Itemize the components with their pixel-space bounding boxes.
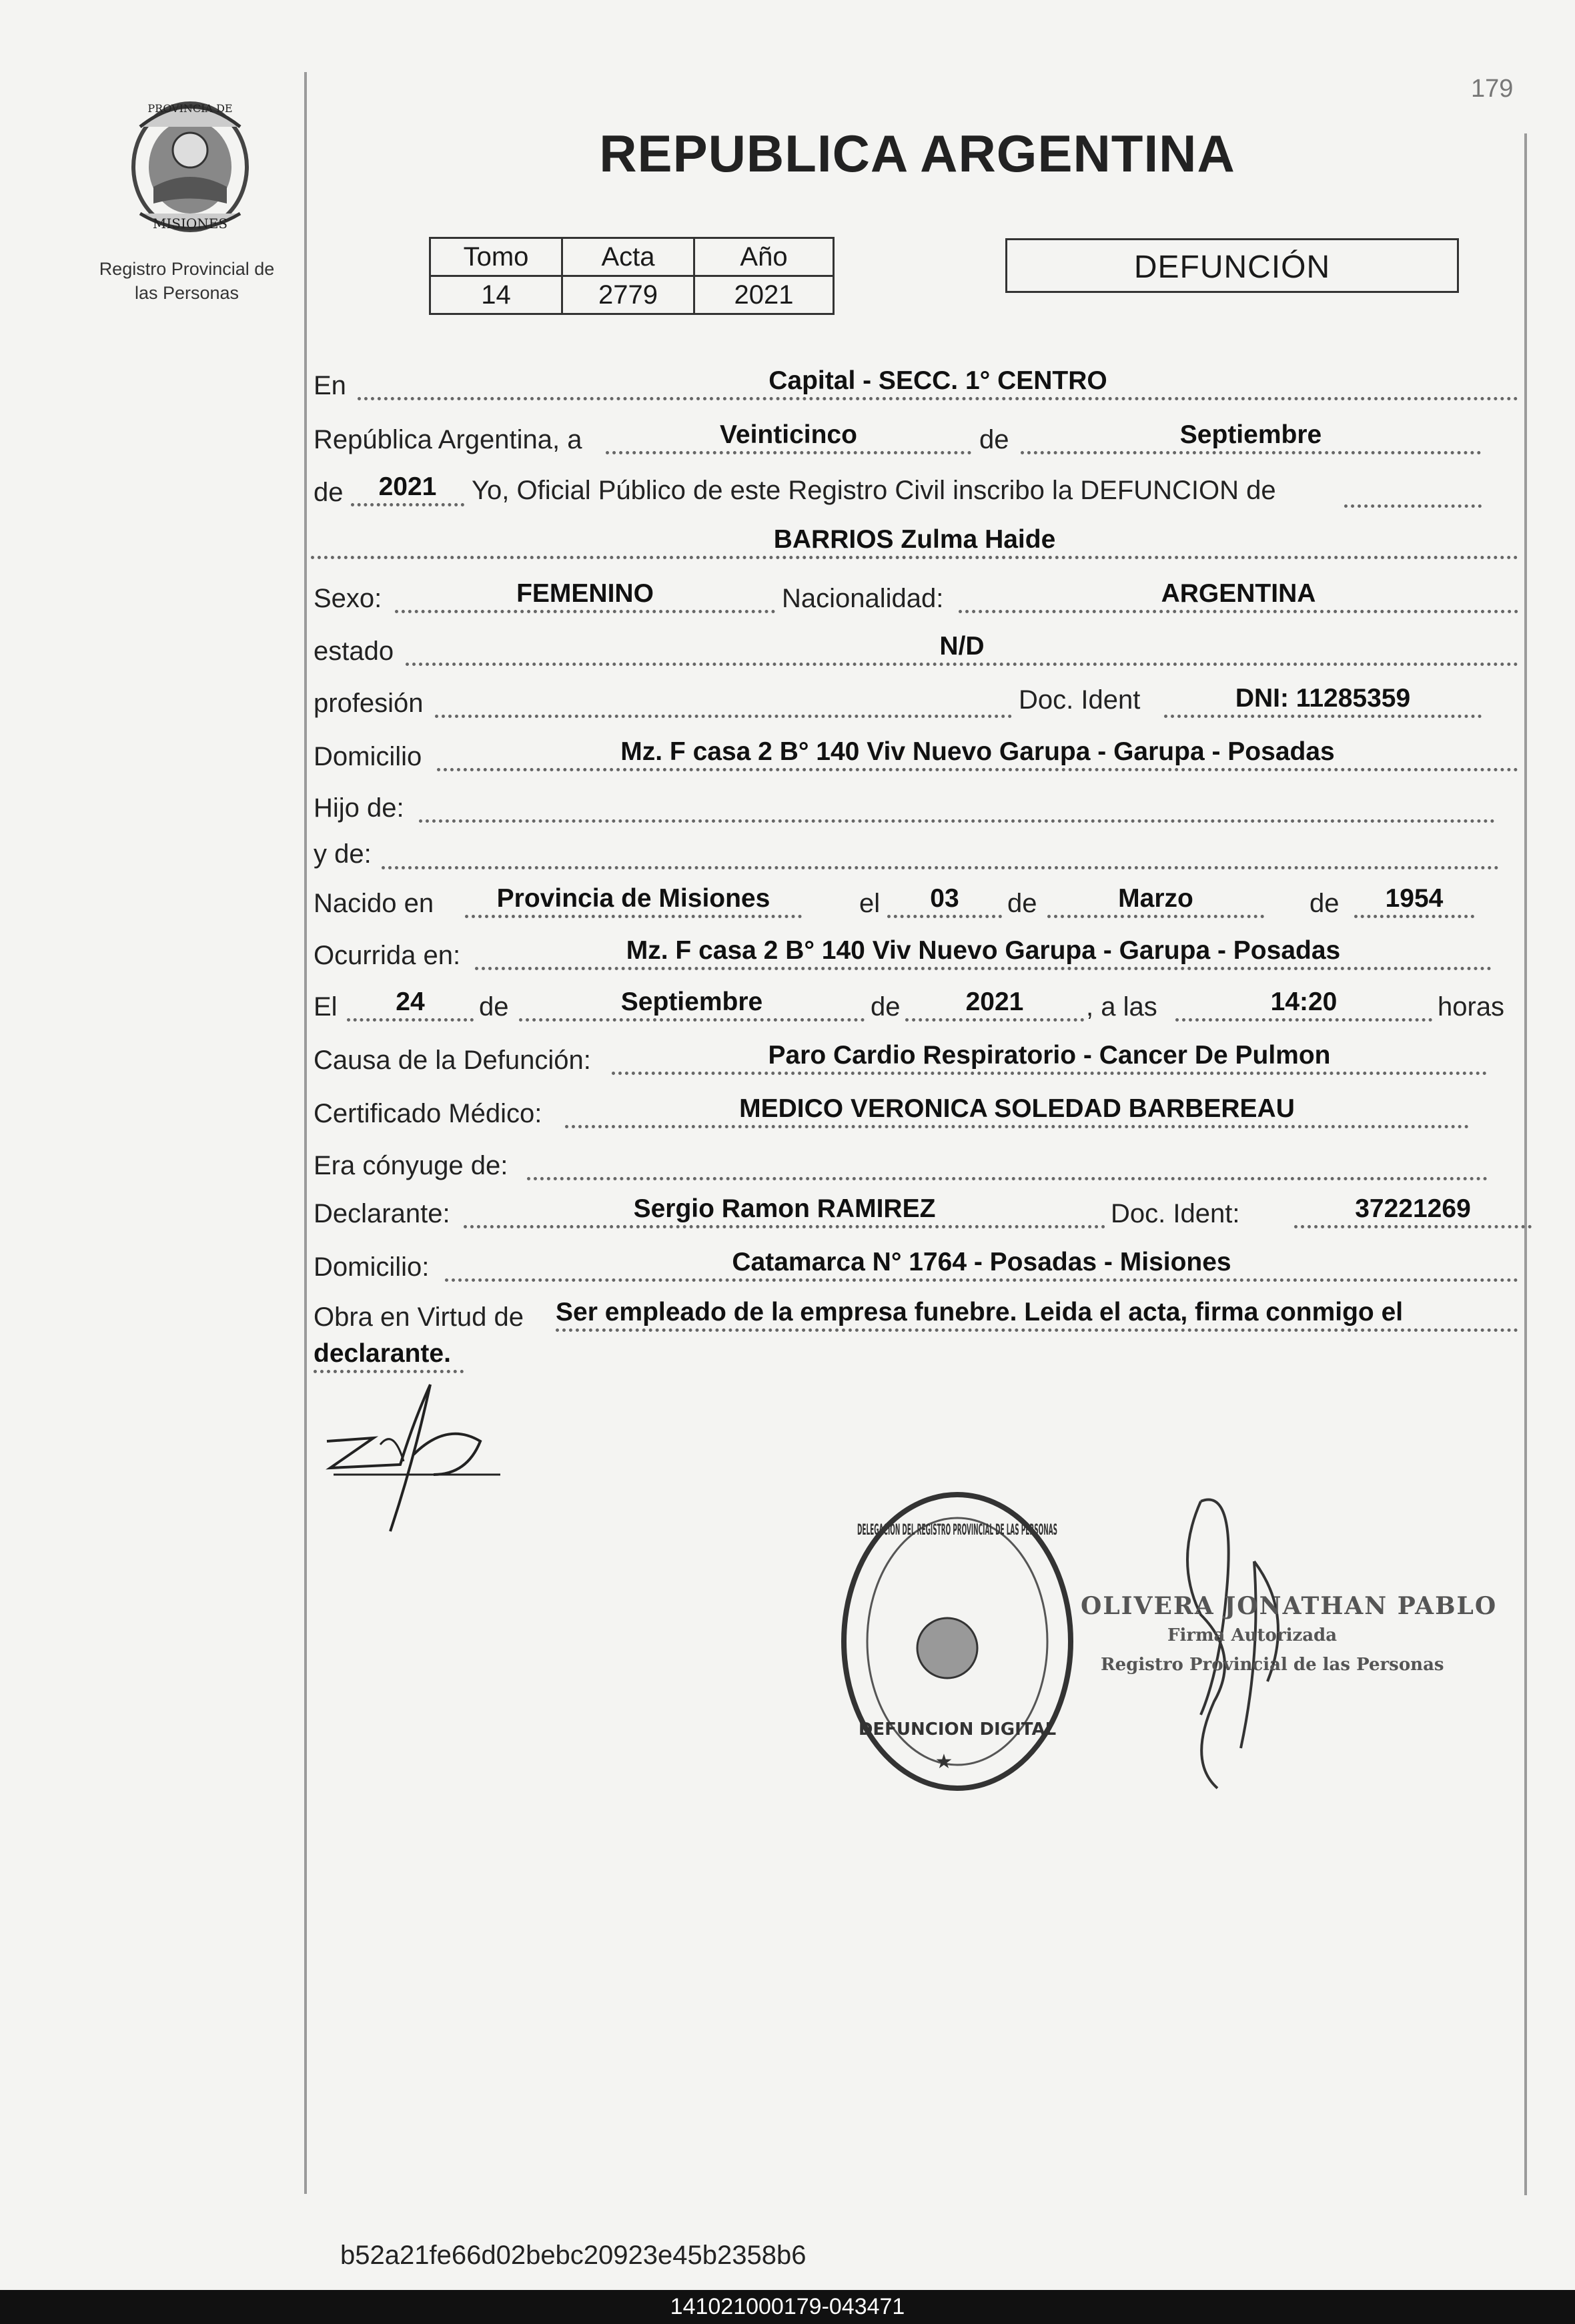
stamp-star-icon: ★ [935,1751,953,1773]
page-number: 179 [1471,75,1514,103]
a-las-label: , a las [1086,992,1157,1022]
birth-year-field: 1954 [1354,883,1474,918]
declarant-address-field: Catamarca N° 1764 - Posadas - Misiones [445,1246,1518,1282]
declarant-field: Sergio Ramon RAMIREZ [464,1193,1105,1228]
certificate-field: MEDICO VERONICA SOLEDAD BARBEREAU [565,1093,1469,1128]
acta-value: 2779 [562,276,694,314]
profession-field [435,683,1012,718]
official-name: OLIVERA JONATHAN PABLO [1081,1592,1498,1620]
conyuge-label: Era cónyuge de: [314,1151,508,1180]
place-field: Capital - SECC. 1° CENTRO [358,365,1518,400]
horas-label: horas [1438,992,1505,1022]
doc-ident-label-2: Doc. Ident: [1111,1199,1240,1228]
deceased-name-field: BARRIOS Zulma Haide [311,524,1518,559]
tomo-header: Tomo [430,238,562,276]
province-seal-logo [113,87,267,240]
registry-caption-line2: las Personas [134,283,239,303]
page-title: REPUBLICA ARGENTINA [599,124,1235,183]
document-field: DNI: 11285359 [1164,683,1482,718]
y-de-label: y de: [314,839,372,869]
yo-oficial-blank [1344,504,1482,508]
record-info-table [429,237,835,315]
acta-header: Acta [562,238,694,276]
official-office: Registro Provincial de las Personas [1101,1655,1444,1675]
yo-oficial-text: Yo, Oficial Público de este Registro Civil inscribo la DEFUNCION de [472,476,1276,505]
spouse-field [527,1145,1488,1180]
svg-text:PROVINCIA DE: PROVINCIA DE [147,102,233,115]
civil-status-field: N/D [406,631,1518,666]
birth-place-field: Provincia de Misiones [465,883,802,918]
domicilio-label-2: Domicilio: [314,1252,430,1282]
en-label: En [314,371,346,400]
death-month-field: Septiembre [519,986,865,1022]
obra-field-line1: Ser empleado de la empresa funebre. Leida el acta, firma conmigo el [556,1296,1518,1332]
de-label-5: de [479,992,509,1022]
declarant-doc-field: 37221269 [1294,1193,1532,1228]
hijo-de-label: Hijo de: [314,793,404,823]
mother-field [382,834,1499,869]
official-signature-block [1081,1591,1497,1679]
ocurrida-en-label: Ocurrida en: [314,941,461,970]
obra-field-line2: declarante. [314,1338,464,1373]
el-label: el [859,889,881,918]
de-label-4: de [1309,889,1340,918]
death-year-field: 2021 [905,986,1084,1022]
republica-label: República Argentina, a [314,425,582,454]
barcode-text: 141021000179-043471 [670,2294,905,2319]
father-field [419,787,1495,823]
left-margin-line [304,72,307,2194]
address-field: Mz. F casa 2 B° 140 Viv Nuevo Garupa - Garupa - Posadas [437,736,1518,771]
nacido-en-label: Nacido en [314,889,434,918]
death-time-field: 14:20 [1175,986,1432,1022]
anio-value: 2021 [694,276,834,314]
svg-text:MISIONES: MISIONES [152,216,228,232]
doc-ident-label: Doc. Ident [1019,685,1141,715]
estado-label: estado [314,637,394,666]
declarante-label: Declarante: [314,1199,450,1228]
de-label-3: de [1007,889,1037,918]
anio-header: Año [694,238,834,276]
month-field: Septiembre [1021,419,1481,454]
birth-day-field: 03 [887,883,1002,918]
domicilio-label: Domicilio [314,742,422,771]
document-hash: b52a21fe66d02bebc20923e45b2358b6 [340,2241,807,2270]
death-place-field: Mz. F casa 2 B° 140 Viv Nuevo Garupa - Garupa - Posadas [475,935,1492,970]
death-day-field: 24 [347,986,474,1022]
day-words-field: Veinticinco [606,419,971,454]
de-label-1: de [979,425,1009,454]
right-margin-line [1524,133,1527,2195]
tomo-value: 14 [430,276,562,314]
sexo-label: Sexo: [314,584,382,613]
cause-field: Paro Cardio Respiratorio - Cancer De Pulmon [612,1040,1487,1075]
el-cap-label: El [314,992,338,1022]
year-field: 2021 [351,471,464,506]
stamp-outer-text: DELEGACION DEL REGISTRO PROVINCIAL DE LAS PERSONAS [857,1522,1057,1539]
official-role: Firma Autorizada [1167,1625,1338,1645]
record-type-box: DEFUNCIÓN [1005,238,1459,293]
de-label-6: de [871,992,901,1022]
nacionalidad-label: Nacionalidad: [782,584,944,613]
obra-label: Obra en Virtud de [314,1302,524,1332]
registry-caption-line1: Registro Provincial de [99,259,275,279]
de-label-2: de [314,478,344,507]
sex-field: FEMENINO [395,578,775,613]
causa-label: Causa de la Defunción: [314,1046,591,1075]
certificado-label: Certificado Médico: [314,1099,542,1128]
birth-month-field: Marzo [1047,883,1264,918]
registry-caption [67,257,307,305]
declarant-signature [314,1381,554,1535]
profesion-label: profesión [314,689,424,718]
delegation-stamp [837,1488,1077,1795]
nationality-field: ARGENTINA [959,578,1518,613]
stamp-inner-text: DEFUNCION DIGITAL [858,1719,1057,1739]
